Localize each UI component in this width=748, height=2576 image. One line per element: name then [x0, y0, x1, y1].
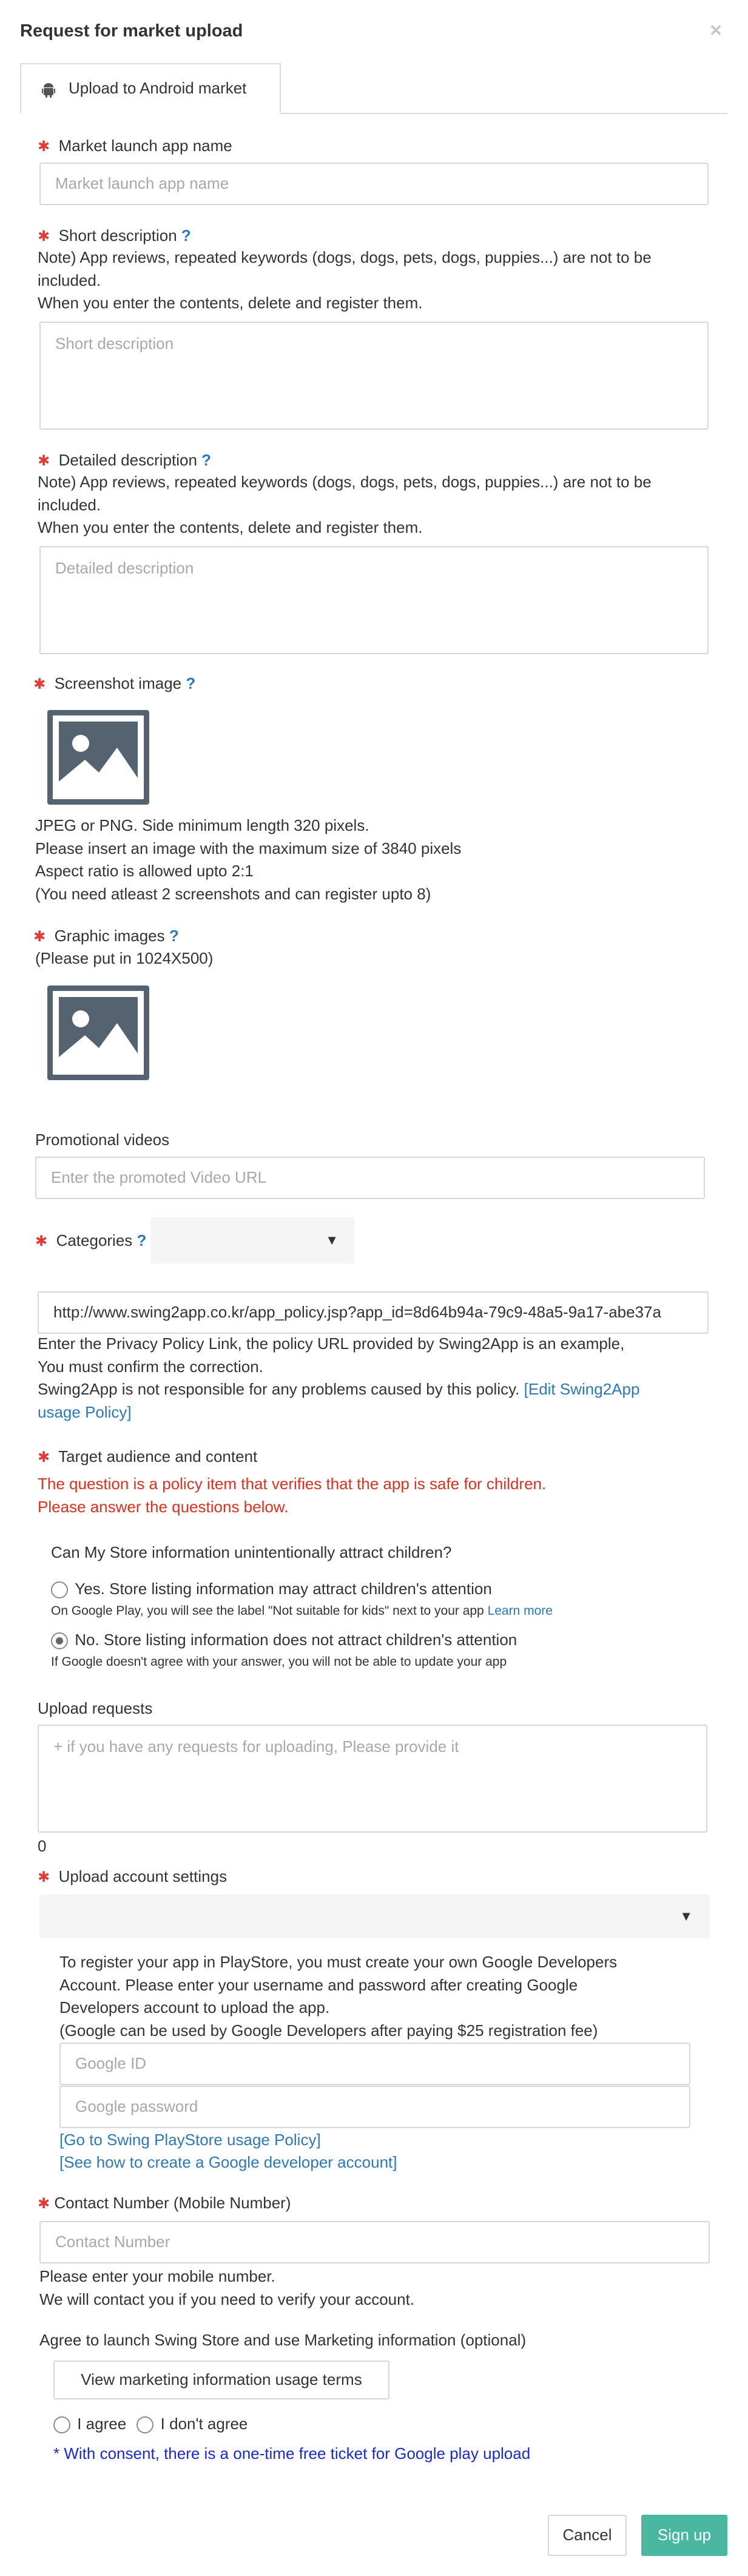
audience-yes-option[interactable]: Yes. Store listing information may attract children's attention	[51, 1578, 492, 1601]
required-asterisk-icon: ✱	[38, 1449, 50, 1465]
screenshot-upload-image-icon[interactable]	[47, 710, 149, 805]
graphic-upload-image-icon[interactable]	[47, 985, 149, 1080]
edit-policy-link[interactable]: [Edit Swing2App	[524, 1380, 640, 1399]
signup-button[interactable]: Sign up	[641, 2515, 727, 2556]
audience-yes-note: On Google Play, you will see the label "Not suitable for kids" next to your app Learn more	[51, 1604, 553, 1618]
upload-requests-textarea[interactable]: + if you have any requests for uploading, Please provide it	[38, 1725, 707, 1833]
chevron-down-icon: ▼	[325, 1232, 339, 1248]
agree-label: I agree	[77, 2415, 127, 2433]
required-asterisk-icon: ✱	[38, 1869, 50, 1885]
audience-no-note: If Google doesn't agree with your answer, you will not be able to update your app	[51, 1655, 507, 1669]
required-asterisk-icon: ✱	[38, 453, 50, 469]
required-asterisk-icon: ✱	[33, 676, 46, 692]
close-icon[interactable]: ×	[710, 19, 722, 42]
account-select[interactable]	[39, 1895, 710, 1938]
graphic-size-note: (Please put in 1024X500)	[35, 949, 214, 967]
required-asterisk-icon: ✱	[38, 2196, 50, 2212]
help-icon[interactable]: ?	[169, 927, 179, 945]
create-dev-account-link[interactable]: [See how to create a Google developer account]	[59, 2153, 397, 2171]
help-icon[interactable]: ?	[201, 451, 212, 469]
short-desc-label: ✱ Short description ?	[38, 226, 191, 245]
audience-warning: The question is a policy item that verifies that the app is safe for children. Please answer the questions below.	[38, 1475, 547, 1516]
upload-requests-label: Upload requests	[38, 1699, 153, 1717]
promo-video-input[interactable]: Enter the promoted Video URL	[35, 1157, 705, 1199]
tab-upload-android[interactable]	[20, 63, 281, 114]
account-instructions: To register your app in PlayStore, you must create your own Google Developers Account. Please enter your username and password after creating Google Developers account to upload the app. (Google can be used by Google Developers after paying $25 registration fee)	[59, 1953, 618, 2040]
screenshot-requirements: JPEG or PNG. Side minimum length 320 pixels. Please insert an image with the maximum size of 3840 pixels Aspect ratio is allowed upto 2:1 (You need atleast 2 screenshots and can register upto 8)	[35, 816, 462, 904]
android-icon	[42, 81, 55, 96]
short-desc-note: Note) App reviews, repeated keywords (dogs, dogs, pets, dogs, puppies...) are not to be included. When you enter the contents, delete and register them.	[38, 248, 652, 313]
audience-label: ✱ Target audience and content	[38, 1447, 258, 1465]
radio-disagree[interactable]	[136, 2416, 153, 2433]
edit-policy-link-cont[interactable]: usage Policy]	[38, 1403, 132, 1422]
google-password-input[interactable]: Google password	[59, 2086, 690, 2128]
promo-label: Promotional videos	[35, 1131, 170, 1149]
radio-yes[interactable]	[51, 1581, 68, 1598]
radio-no[interactable]	[51, 1632, 68, 1649]
view-marketing-terms-button[interactable]: View marketing information usage terms	[53, 2361, 389, 2399]
tab-label: Upload to Android market	[69, 79, 247, 98]
policy-note: Enter the Privacy Policy Link, the policy URL provided by Swing2App is an example, You must confirm the correction. Swing2App is not responsible for any problems caused by this policy. [Edit Swing2App usage Policy]	[38, 1333, 717, 1424]
app-name-label: ✱ Market launch app name	[38, 137, 232, 155]
graphic-label: ✱ Graphic images ?	[33, 927, 179, 945]
screenshot-label: ✱ Screenshot image ?	[33, 674, 196, 692]
playstore-policy-link[interactable]: [Go to Swing PlayStore usage Policy]	[59, 2131, 321, 2149]
help-icon[interactable]: ?	[181, 226, 191, 245]
contact-note: Please enter your mobile number. We will contact you if you need to verify your account.	[39, 2267, 415, 2308]
marketing-label: Agree to launch Swing Store and use Marketing information (optional)	[39, 2331, 527, 2349]
google-id-input[interactable]: Google ID	[59, 2043, 690, 2085]
required-asterisk-icon: ✱	[38, 228, 50, 245]
required-asterisk-icon: ✱	[38, 138, 50, 155]
disagree-label: I don't agree	[160, 2415, 248, 2433]
help-icon[interactable]: ?	[136, 1231, 147, 1249]
policy-url-input[interactable]: http://www.swing2app.co.kr/app_policy.jsp?app_id=8d64b94a-79c9-48a5-9a17-abe37a	[38, 1291, 709, 1334]
account-label: ✱ Upload account settings	[38, 1867, 227, 1885]
detailed-desc-label: ✱ Detailed description ?	[38, 451, 212, 469]
chevron-down-icon: ▼	[679, 1908, 693, 1924]
marketing-consent-note: * With consent, there is a one-time free ticket for Google play upload	[53, 2444, 531, 2463]
required-asterisk-icon: ✱	[33, 928, 46, 945]
detailed-desc-textarea[interactable]: Detailed description	[39, 546, 709, 654]
contact-label: ✱ Contact Number (Mobile Number)	[38, 2194, 291, 2212]
short-desc-textarea[interactable]: Short description	[39, 322, 709, 430]
required-asterisk-icon: ✱	[35, 1233, 48, 1249]
char-count: 0	[38, 1837, 47, 1855]
marketing-consent-options	[53, 2413, 248, 2436]
app-name-input[interactable]: Market launch app name	[39, 163, 709, 205]
radio-agree[interactable]	[53, 2416, 70, 2433]
cancel-button[interactable]: Cancel	[548, 2515, 627, 2556]
audience-no-option[interactable]: No. Store listing information does not attract children's attention	[51, 1629, 517, 1652]
categories-select[interactable]	[150, 1217, 354, 1263]
categories-label: ✱ Categories ?	[35, 1231, 147, 1249]
help-icon[interactable]: ?	[186, 674, 196, 692]
contact-number-input[interactable]: Contact Number	[39, 2221, 710, 2263]
audience-question: Can My Store information unintentionally attract children?	[51, 1543, 452, 1561]
detailed-desc-note: Note) App reviews, repeated keywords (dogs, dogs, pets, dogs, puppies...) are not to be included. When you enter the contents, delete and register them.	[38, 473, 652, 537]
learn-more-link[interactable]: Learn more	[487, 1604, 553, 1618]
dialog-title: Request for market upload	[20, 21, 243, 41]
